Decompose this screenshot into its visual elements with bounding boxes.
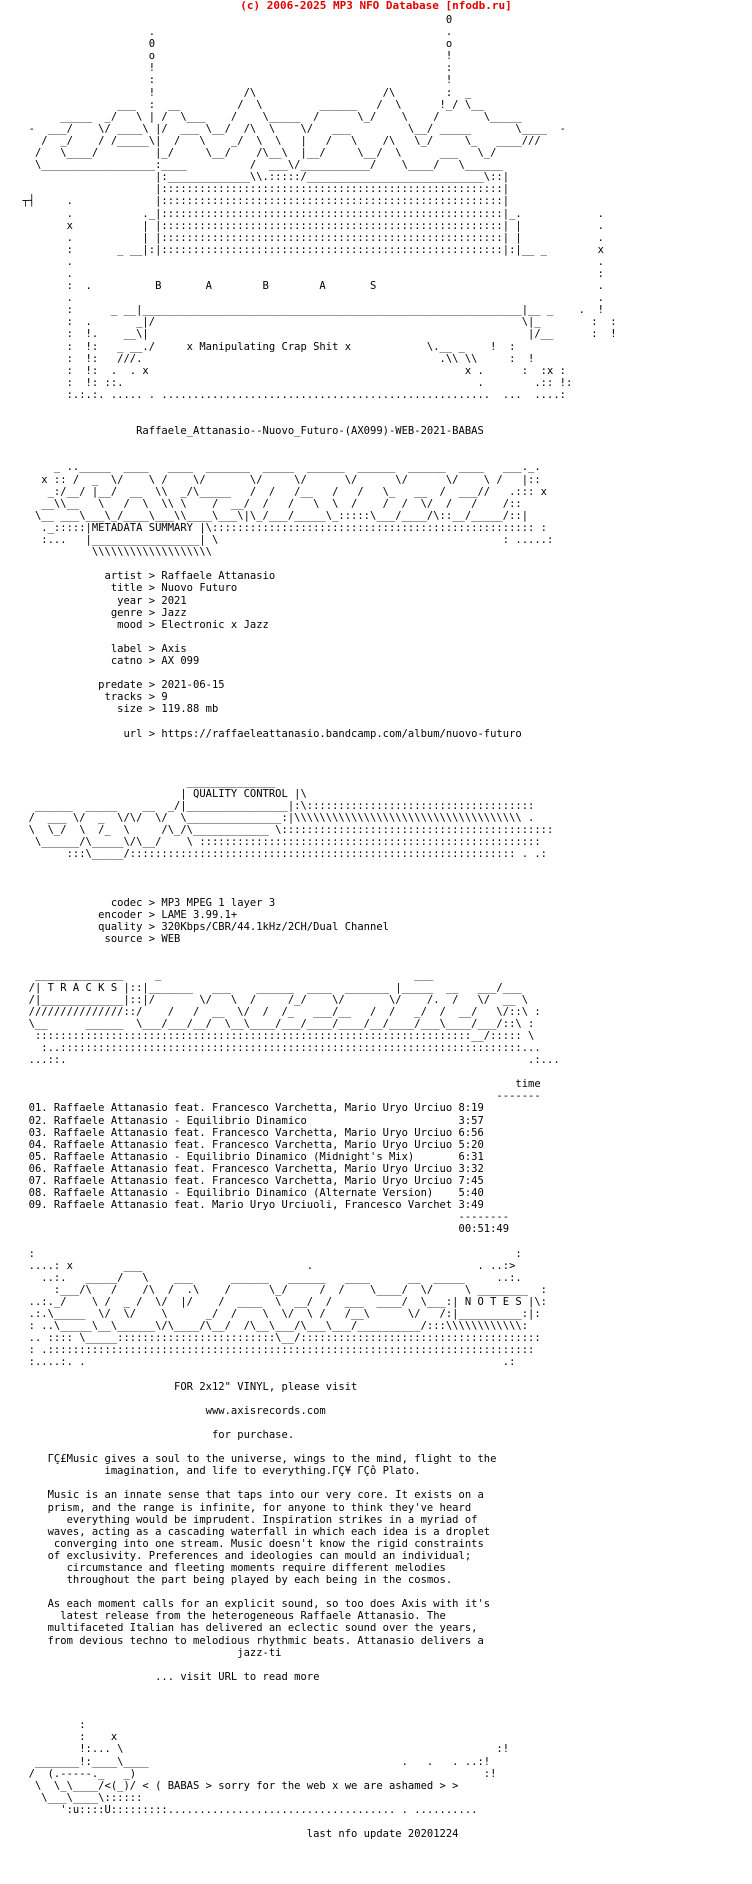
nfo-text: 0 . . 0 o o ! ! : : ! ! /\ /\ : _ ___ : __ / \ ______ / \ !_/ \__ _____ _/ \ | / \___ / \_____ / \_/ \ / \_____ - ___/ \/ ____\ |/ ___ \__/ /\ \ \/ ___ \__/ _____ \____ - / _/ / /_____\| / \ _/ \ \ | / \ /\ \_/ \_ ____/// / \____/ |_/ \__/ /\__\ |__/ \__/ \ ___ \_/ \__________________:____ / ___\/___________/ \____/ \______ |:_____________\\.:::::/____________________________\::| |::::::::::::::::::::::::::::::::::::::::::::::::::::::| ┬┤ . |::::::::::::::::::::::::::::::::::::::::::::::::::::::| . ._|::::::::::::::::::::::::::::::::::::::::::::::::::::::|_. . x | |::::::::::::::::::::::::::::::::::::::::::::::::::::::| | . . | |::::::::::::::::::::::::::::::::::::::::::::::::::::::| | . : _ __|:|::::::::::::::::::::::::::::::::::::::::::::::::::::::|:|__ _ x . . . : : . B A B A S . . . : _ __|____________________________________________________________|__ _ . ! : . _|/ \|_ : : : !. __\| |/__ : ! : !: _ __./ x Manipulating Crap Shit x \.__ _ ! : : !: ///. .\\ \\ : ! : !: . . x x . : :x : : !: ::. . .:: !: :.:.:. ..... . .................................................... ... ....: Raffaele_Attanasio--Nuovo_Futuro-(AX099)-WEB-2021-BABAS _ .._____ ____ ____ _______ _____ ______ ______ ______ ____ ___._. x :: / _ \/ \ / \/ \/ \/ \/ \/ \/ \ / |:: _:/__/ |__/ __ \\ _/\_____ / / /__ / / \_ __ / ___// .::: x __\\__ \ / \ \\ \ / __/ / / \ \ / / / \/ / / /:: \__ ___\___\_/____\___\\____\___\|\_/___/_____\_:::::\___/____/\::__/_____/::| ._:::::|METADATA SUMMARY |\::::::::::::::::::::::::::::::::::::::::::::::::::: : :... |_________________| \ : .....: \\\\\\\\\\\\\\\\\\\ artist > Raffaele Attanasio title > Nuovo Futuro year > 2021 genre > Jazz mood > Electronic x Jazz label > Axis catno > AX 099 predate > 2021-06-15 tracks > 9 size > 119.88 mb url > https://raffaeleattanasio.bandcamp.com/album/nuovo-futuro ______________ | QUALITY CONTROL |\ ______ _____ __ _/|________________|:\:::::::::::::::::::::::::::::::::::: / ___ \/ _ \/\/ \/ \_______________:|\\\\\\\\\\\\\\\\\\\\\\\\\\\\\\\\\\\\ . \ \_/ \ /_ \ /\_/\____________ \::::::::::::::::::::::::::::::::::::::::::: \______/\_____\/\__/ \ :::::::::::::::::::::::::::::::::::::::::::::::::::::: :::\_____/::::::::::::::::::::::::::::::::::::::::::::::::::::::::::::: . .: codec > MP3 MPEG 1 layer 3 encoder > LAME 3.99.1+ quality > 320Kbps/CBR/44.1kHz/2CH/Dual Channel source > WEB ______________ _ ___ /| T R A C K S |::|_______ ___ ______ ____ _______ |_____ __ ___/___ /|_____________|::|/ \/ \ / /_/ \/ \/ /. / \/ __ \ ///////////////::/ / / __ \/ / /_ ___/__ / / _/ / __/ \/::\ : \__ ______ \___/___/__/ \__\____/___/____/____/__/____/___\____/___/::\ : :::::::::::::::::::::::::::::::::::::::::::::::::::::::::::::::::::::__/::::: \ :..:::::::::::::::::::::::::::::::::::::::::::::::::::::::::::::::::::::::::... ...::. .:... time ------- 01. Raffaele Attanasio feat. Francesco Varchetta, Mario Uryo Urciuo 8:19 02. Raffaele Attanasio - Equilibrio Dinamico 3:57 03. Raffaele Attanasio feat. Francesco Varchetta, Mario Uryo Urciuo 6:56 04. Raffaele Attanasio feat. Francesco Varchetta, Mario Uryo Urciuo 5:20 05. Raffaele Attanasio - Equilibrio Dinamico (Midnight's Mix) 6:31 06. Raffaele Attanasio feat. Francesco Varchetta, Mario Uryo Urciuo 3:32 07. Raffaele Attanasio feat. Francesco Varchetta, Mario Uryo Urciuo 7:45 08. Raffaele Attanasio - Equilibrio Dinamico (Alternate Version) 5:40 09. Raffaele Attanasio feat. Mario Uryo Urciuoli, Francesco Varchet 3:49 -------- 00:51:49 : : ....: x ___ . . ..:> ..:. _____/ \ ___ ______ ______ ____ __ _____ ..:. :___/\ / /\ / .\ / \_/ / / \____/ \/ \ ________ : ..:._/ \ / _ / \/ |/ / ____ \ __/ / ___ ____/ \___:| N O T E S |\: .:.\_____ \/ \/ \ _/ / \ \/ \ / /__\ \/ /:|__________:|: : ..\_____\__\______\/\____/\__/ /\__\___/\___\___/__________/:::\\\\\\\\\\\\: .. :::: \_____:::::::::::::::::::::::::\__/:::::::::::::::::::::::::::::::::::::: : .::::::::::::::::::::::::::::::::::::::::::::::::::::::::::::::::::::::::::::: :....:. . .: FOR 2x12" VINYL, please visit www.axisrecords.com for purchase. ΓÇ£Music gives a soul to the universe, wings to the mind, flight to the imagination, and life to everything.ΓÇ¥ ΓÇô Plato. Music is an innate sense that taps into our very core. It exists on a prism, and the range is infinite, for anyone to think they've heard everything would be imprudent. Inspiration strikes in a myriad of waves, acting as a cascading waterfall in which each idea is a droplet converging into one stream. Music doesn't know the rigid constraints of exclusivity. Preferences and ideologies can mould an individual; circumstance and fleeting moments require different melodies throughout the part being played by each being in the cosmos. As each moment calls for an explicit sound, so too does Axis with it's latest release from the heterogeneous Raffaele Attanasio. The multifaceted Italian has delivered an eclectic sound over the years, from devious techno to melodious rhythmic beats. Attanasio delivers a jazz-ti ... visit URL to read more : : x !:... \ :! _______!:____\____ . . . ..:! / (.-----._ _) :! \ \_\____/<(_)/ < ( BABAS > sorry for the web x we are ashamed > > \___\____\:::::: ':u::::U:::::::::.................................... . .......... last nfo update 20201224 <box>22 14 617 1841</box>
site-header: (c) 2006-2025 MP3 NFO Database [nfodb.ru] <box>240 0 512 12</box>
